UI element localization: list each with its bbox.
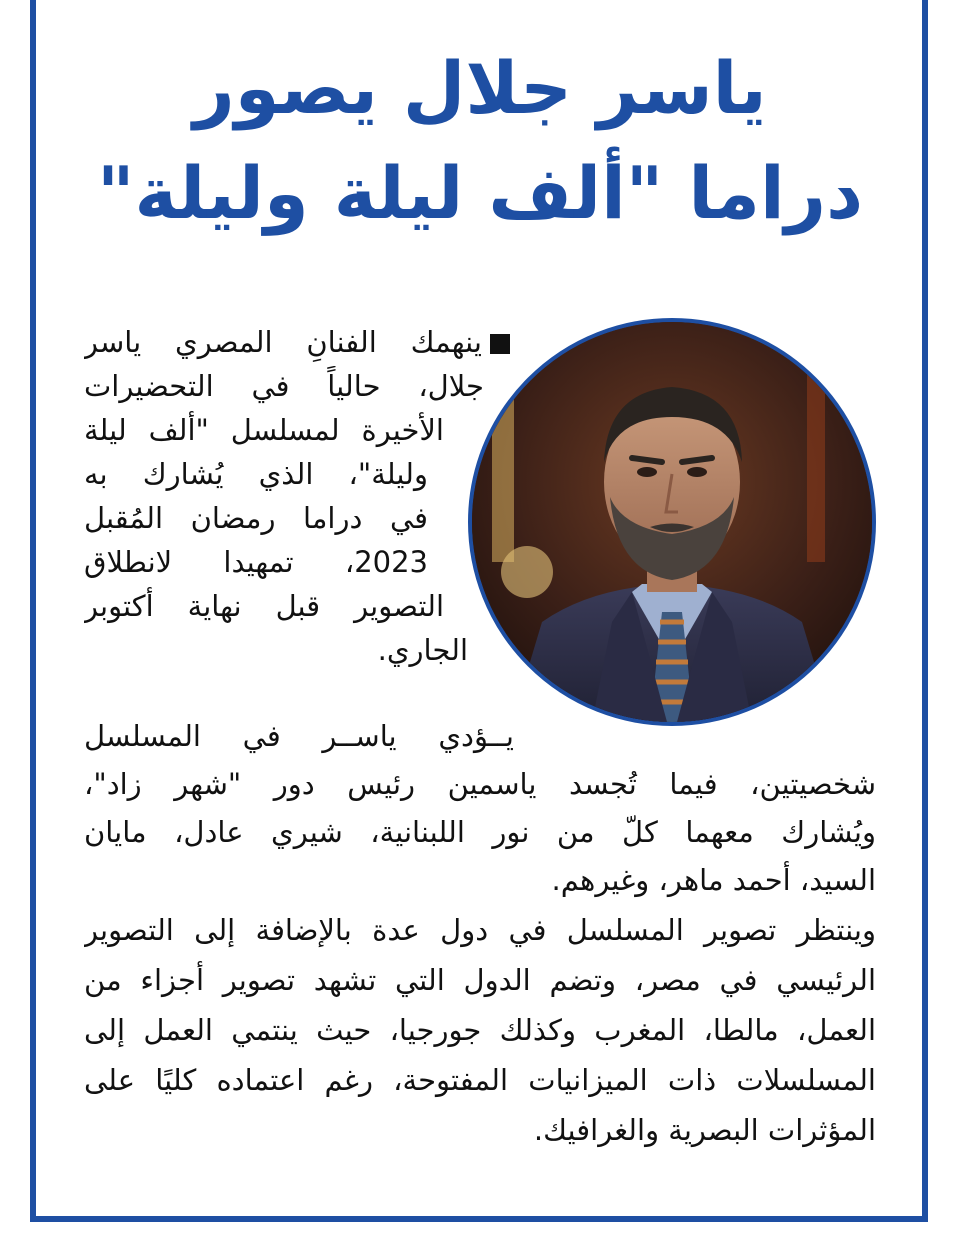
article-line: شخصيتين، فيما تُجسد ياسمين رئيس دور "شهر زاد"، — [84, 767, 876, 801]
article-line: جلال، حالياً في التحضيرات — [84, 369, 484, 403]
bullet-square-icon — [490, 334, 510, 354]
article-line: العمل، مالطا، المغرب وكذلك جورجيا، حيث ينتمي العمل إلى — [84, 1013, 876, 1047]
article-line: الأخيرة لمسلسل "ألف ليلة — [84, 413, 444, 447]
portrait-photo — [468, 318, 876, 726]
article-line: في دراما رمضان المُقبل — [84, 501, 428, 535]
article-line: الجاري. — [377, 633, 468, 667]
portrait-illustration — [472, 322, 872, 722]
article-line: التصوير قبل نهاية أكتوبر — [84, 589, 444, 623]
article-line: ويُشارك معهما كلّ من نور اللبنانية، شيري عادل، مايان — [84, 815, 876, 849]
headline-line-2: دراما "ألف ليلة وليلة" — [96, 151, 864, 235]
article-line: ينهمك الفنانٍ المصري ياسر — [84, 322, 510, 362]
article-line: المسلسلات ذات الميزانيات المفتوحة، رغم اعتماده كليًا على — [84, 1063, 876, 1097]
article-line: المؤثرات البصرية والغرافيك. — [533, 1113, 876, 1147]
article-line: وينتظر تصوير المسلسل في دول عدة بالإضافة إلى التصوير — [84, 913, 876, 947]
article-line: وليلة"، الذي يُشارك به — [84, 457, 428, 491]
headline-line-1: ياسر جلال يصور — [193, 46, 767, 130]
article-line: الرئيسي في مصر، وتضم الدول التي تشهد تصوير أجزاء من — [84, 963, 876, 997]
article-line: يــؤدي ياســر في المسلسل — [84, 719, 514, 753]
article-line: السيد، أحمد ماهر، وغيرهم. — [551, 863, 876, 897]
article-line: 2023، تمهيدا لانطلاق — [84, 545, 428, 579]
